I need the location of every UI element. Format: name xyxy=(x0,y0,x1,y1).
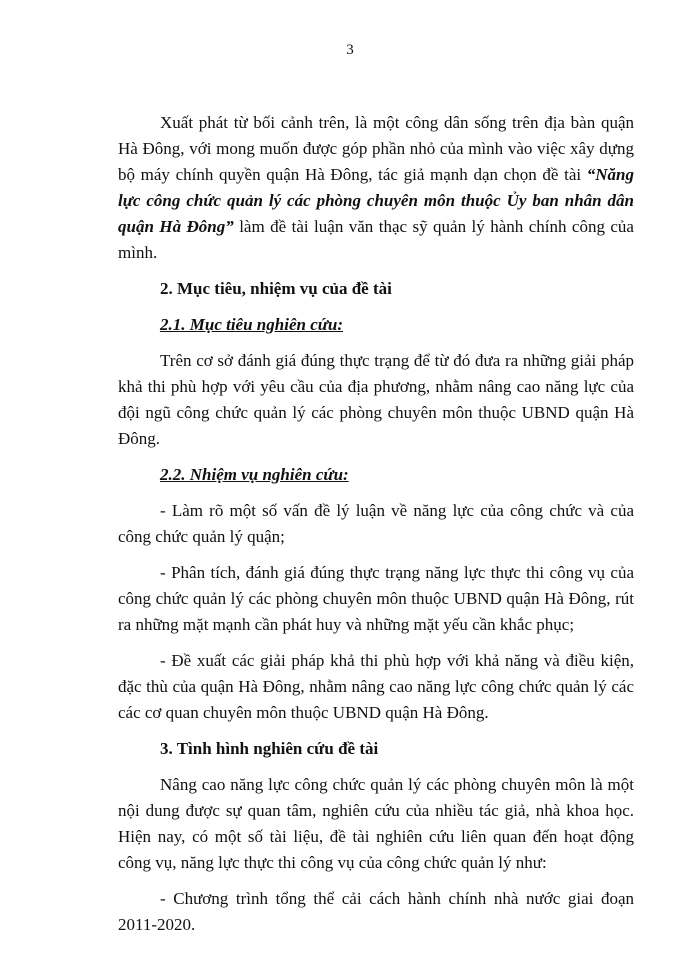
section-2-1-text: Trên cơ sở đánh giá đúng thực trạng để từ đó đưa ra những giải pháp khả thi phù hợp với yêu cầu của địa phương, nhằm nâng cao năng lực của đội ngũ công chức quản lý các phòng chuyên môn thuộc UBND quận Hà Đông. xyxy=(118,351,634,448)
section-2-heading: 2. Mục tiêu, nhiệm vụ của đề tài xyxy=(160,279,392,298)
section-3-text: Nâng cao năng lực công chức quản lý các phòng chuyên môn là một nội dung được sự quan tâm, nghiên cứu của nhiều tác giả, nhà khoa học. Hiện nay, có một số tài liệu, đề tài nghiên cứu liên quan đến hoạt động công vụ, năng lực thực thi công vụ của công chức quản lý như: xyxy=(118,775,634,872)
intro-text-end: làm đề tài luận văn thạc sỹ quản lý hành chính công của mình. xyxy=(118,217,634,262)
thesis-title: “Năng lực công chức quản lý các phòng chuyên môn thuộc Ủy ban nhân dân quận Hà Đông” xyxy=(118,165,634,236)
intro-text: Xuất phát từ bối cảnh trên, là một công dân sống trên địa bàn quận Hà Đông, với mong muốn được góp phần nhỏ của mình vào việc xây dựng bộ máy chính quyền quận Hà Đông, tác giả mạnh dạn chọn đề tài xyxy=(118,113,634,184)
intro-paragraph xyxy=(118,110,634,266)
page-number: 3 xyxy=(346,42,354,58)
task-item: - Phân tích, đánh giá đúng thực trạng năng lực thực thi công vụ của công chức quản lý các phòng chuyên môn thuộc UBND quận Hà Đông, rút ra những mặt mạnh cần phát huy và những mặt yếu cần khắc phục; xyxy=(118,563,634,634)
document-body xyxy=(118,110,634,938)
section-3-heading: 3. Tình hình nghiên cứu đề tài xyxy=(160,739,379,758)
section-2-2-heading: 2.2. Nhiệm vụ nghiên cứu: xyxy=(160,465,349,484)
task-item: - Làm rõ một số vấn đề lý luận về năng lực của công chức và của công chức quản lý quận; xyxy=(118,501,634,546)
section-2-1-heading: 2.1. Mục tiêu nghiên cứu: xyxy=(160,315,344,334)
task-item: - Đề xuất các giải pháp khả thi phù hợp với khả năng và điều kiện, đặc thù của quận Hà Đông, nhằm nâng cao năng lực công chức quản lý các các cơ quan chuyên môn thuộc UBND quận Hà Đông. xyxy=(118,651,634,722)
section-3-item: - Chương trình tổng thể cải cách hành chính nhà nước giai đoạn 2011-2020. xyxy=(118,889,634,934)
